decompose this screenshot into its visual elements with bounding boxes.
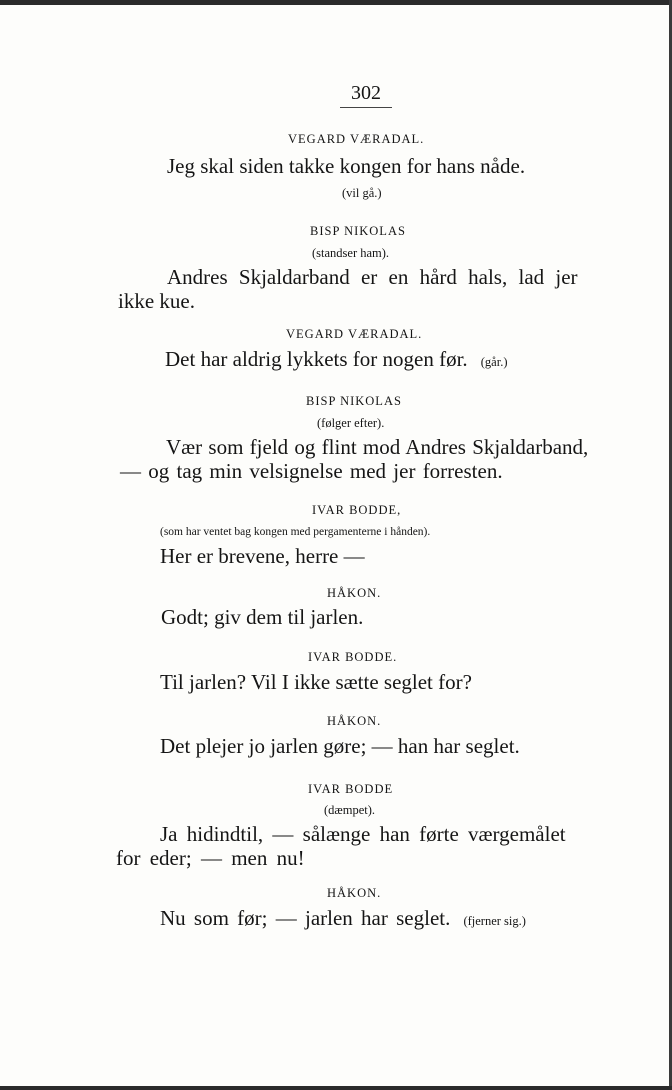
speaker-heading: VEGARD VÆRADAL. bbox=[286, 327, 423, 341]
speech-row bbox=[165, 347, 508, 372]
speech-line: Nu som før; — jarlen har seglet. bbox=[160, 906, 451, 930]
scan-bottom-edge bbox=[0, 1086, 672, 1090]
speech-line: Andres Skjaldarband er en hård hals, lad jer bbox=[167, 265, 578, 289]
speech-line: Det plejer jo jarlen gøre; — han har seglet. bbox=[160, 734, 520, 758]
speech-line: for eder; — men nu! bbox=[116, 846, 305, 870]
speaker-heading: BISP NIKOLAS bbox=[310, 224, 406, 238]
inline-stage-direction: (går.) bbox=[480, 355, 508, 369]
speech-line: Det har aldrig lykkets for nogen før. bbox=[165, 347, 468, 371]
page-number: 302 bbox=[351, 82, 381, 104]
stage-direction: (følger efter). bbox=[317, 416, 385, 430]
page-number-rule bbox=[340, 107, 392, 108]
inline-stage-direction: (fjerner sig.) bbox=[463, 914, 526, 928]
speaker-heading: HÅKON. bbox=[327, 586, 382, 600]
speech-line: Ja hidindtil, — sålænge han førte værgemålet bbox=[160, 822, 566, 846]
speech-row bbox=[160, 906, 526, 931]
stage-direction: (vil gå.) bbox=[342, 186, 382, 200]
speech-line: Her er brevene, herre — bbox=[160, 544, 365, 568]
speaker-heading: HÅKON. bbox=[327, 886, 382, 900]
scan-top-edge bbox=[0, 0, 672, 5]
speaker-heading: BISP NIKOLAS bbox=[306, 394, 402, 408]
speaker-heading: IVAR BODDE, bbox=[312, 503, 402, 517]
speech-line: Til jarlen? Vil I ikke sætte seglet for? bbox=[160, 670, 472, 694]
speaker-heading: HÅKON. bbox=[327, 714, 382, 728]
speech-line: Jeg skal siden takke kongen for hans nåde. bbox=[167, 154, 526, 178]
stage-direction: (standser ham). bbox=[312, 246, 390, 260]
speaker-heading: IVAR BODDE bbox=[308, 782, 394, 796]
speech-line: ikke kue. bbox=[118, 289, 195, 313]
speech-line: — og tag min velsignelse med jer forresten. bbox=[120, 459, 503, 483]
stage-direction: (dæmpet). bbox=[324, 803, 376, 817]
speaker-heading: VEGARD VÆRADAL. bbox=[288, 132, 425, 146]
speaker-heading: IVAR BODDE. bbox=[308, 650, 398, 664]
speech-line: Vær som fjeld og flint mod Andres Skjaldarband, bbox=[166, 435, 589, 459]
speech-line: Godt; giv dem til jarlen. bbox=[161, 605, 364, 629]
stage-direction: (som har ventet bag kongen med pergamenterne i hånden). bbox=[160, 526, 431, 538]
